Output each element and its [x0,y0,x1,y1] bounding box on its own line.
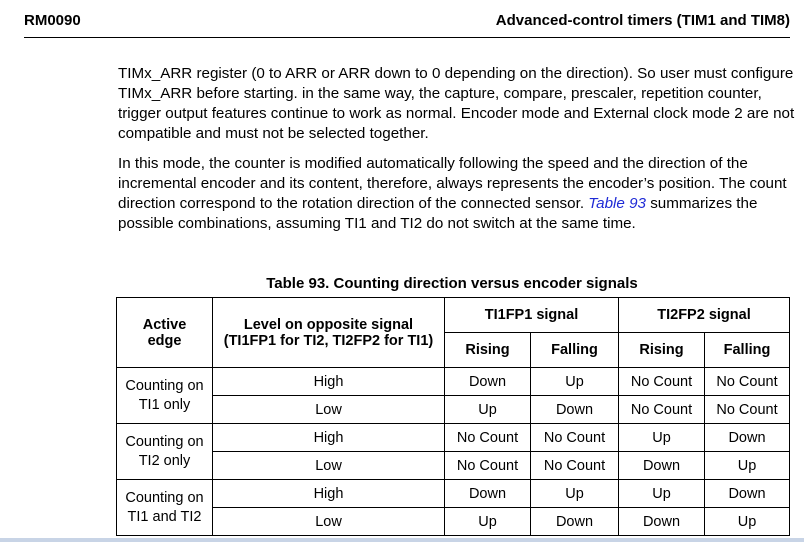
table-93-link[interactable]: Table 93 [588,195,646,212]
table-cell: No Count [619,396,705,424]
header-active-edge: Active edge [117,298,213,368]
chapter-title: Advanced-control timers (TIM1 and TIM8) [495,12,790,29]
table-cell: Low [213,452,445,480]
header-ti1fp1-rising: Rising [445,333,531,368]
encoder-direction-table [116,297,790,536]
document-id: RM0090 [24,12,81,29]
table-cell: Down [619,452,705,480]
table-cell: Down [531,508,619,536]
header-ti1fp1-signal: TI1FP1 signal [445,298,619,333]
window-bottom-edge [0,538,804,542]
table-cell: No Count [445,452,531,480]
paragraph-text-start: In this mode, the counter is modified automatically following the speed and the direction of the incremental encoder and its content, therefore, always represents the encoder’s position. The count direction correspond to the rotation direction of the connected sensor. [118,155,787,212]
table-cell: Low [213,396,445,424]
table-cell: No Count [531,452,619,480]
edge-cell: Counting on TI1 only [117,368,213,424]
table-row [117,480,790,508]
header-divider [24,37,790,38]
table-row [117,424,790,452]
table-cell: Down [445,368,531,396]
table-cell: Down [705,480,790,508]
header-ti2fp2-signal: TI2FP2 signal [619,298,790,333]
edge-cell: Counting on TI1 and TI2 [117,480,213,536]
table-cell: Down [531,396,619,424]
table-cell: Low [213,508,445,536]
header-ti2fp2-falling: Falling [705,333,790,368]
table-row [117,368,790,396]
table-caption: Table 93. Counting direction versus encoder signals [266,275,638,292]
table-cell: Up [705,508,790,536]
table-cell: Up [705,452,790,480]
table-cell: Up [619,424,705,452]
table-cell: No Count [705,368,790,396]
table-cell: Down [619,508,705,536]
paragraph-text-end: summarizes the possible combinations, assuming TI1 and TI2 do not switch at the same time. [118,195,758,232]
table-cell: Up [445,508,531,536]
table-cell: No Count [705,396,790,424]
paragraph-encoder-mode: TIMx_ARR register (0 to ARR or ARR down to 0 depending on the direction). So user must configure TIMx_ARR before starting. in the same way, the capture, compare, prescaler, repetition counter, trigger output features continue to work as normal. Encoder mode and External clock mode 2 are not compatible and must not be selected together. [118,65,795,142]
table-cell: Up [531,480,619,508]
page-header [24,12,790,34]
table-cell: High [213,368,445,396]
table-cell: Down [705,424,790,452]
header-ti1fp1-falling: Falling [531,333,619,368]
table-cell: No Count [619,368,705,396]
table-cell: High [213,424,445,452]
header-level-opposite: Level on opposite signal (TI1FP1 for TI2, TI2FP2 for TI1) [213,298,445,368]
header-ti2fp2-rising: Rising [619,333,705,368]
edge-cell: Counting on TI2 only [117,424,213,480]
table-cell: Up [445,396,531,424]
table-cell: Down [445,480,531,508]
table-row [117,452,790,480]
table-row [117,508,790,536]
table-row [117,396,790,424]
table-cell: Up [531,368,619,396]
table-cell: No Count [445,424,531,452]
table-cell: No Count [531,424,619,452]
table-cell: Up [619,480,705,508]
paragraph-counter-direction [118,154,798,234]
table-cell: High [213,480,445,508]
